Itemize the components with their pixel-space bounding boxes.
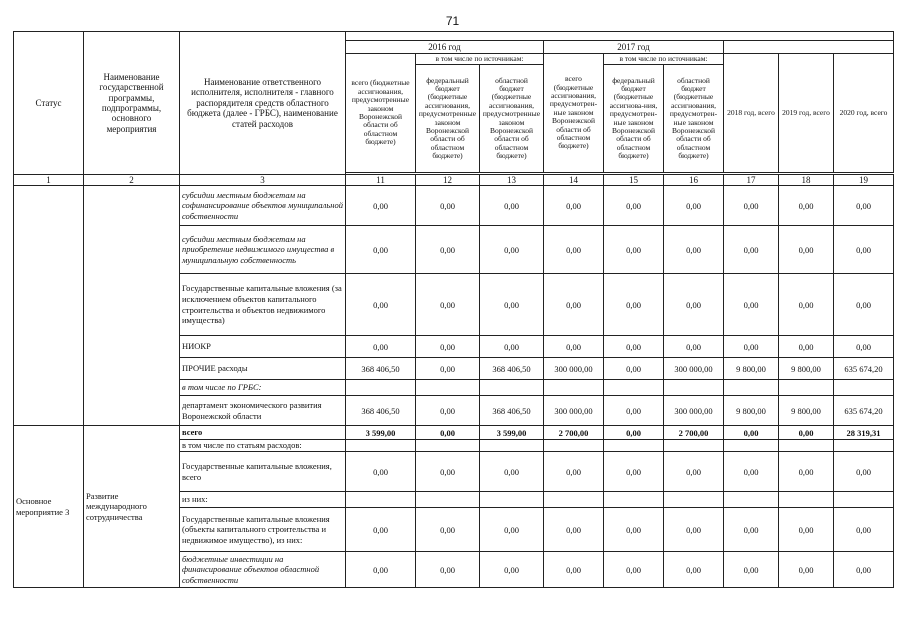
- value-cell: 0,00: [724, 274, 779, 336]
- value-cell: [834, 380, 894, 396]
- value-cell: 3 599,00: [480, 426, 544, 440]
- value-cell: 0,00: [416, 396, 480, 426]
- value-cell: 368 406,50: [480, 396, 544, 426]
- row-label: Государственные капитальные вложения (объекты капитального строительства и недвижимое имущество), из них:: [180, 508, 346, 552]
- row-label: в том числе по статьям расходов:: [180, 440, 346, 452]
- row-label: НИОКР: [180, 336, 346, 358]
- program-cell-empty: [84, 186, 180, 426]
- value-cell: 9 800,00: [779, 396, 834, 426]
- value-cell: 0,00: [724, 426, 779, 440]
- column-numbers-row: [14, 175, 894, 186]
- value-cell: 0,00: [604, 396, 664, 426]
- value-cell: 0,00: [604, 452, 664, 492]
- value-cell: [834, 440, 894, 452]
- value-cell: 9 800,00: [724, 396, 779, 426]
- column-number: 1: [14, 175, 84, 186]
- value-cell: [480, 492, 544, 508]
- value-cell: 0,00: [604, 552, 664, 588]
- value-cell: 0,00: [779, 274, 834, 336]
- value-cell: 0,00: [664, 336, 724, 358]
- value-cell: [779, 440, 834, 452]
- value-cell: 0,00: [346, 552, 416, 588]
- value-cell: [724, 440, 779, 452]
- status-cell: Основное мероприятие 3: [14, 426, 84, 588]
- value-cell: 0,00: [416, 186, 480, 226]
- value-cell: [779, 492, 834, 508]
- value-cell: 635 674,20: [834, 358, 894, 380]
- value-cell: 0,00: [724, 508, 779, 552]
- status-cell-empty: [14, 186, 84, 426]
- value-cell: 0,00: [724, 336, 779, 358]
- row-label: субсидии местным бюджетам на приобретение недвижимого имущества в муниципальную собственность: [180, 226, 346, 274]
- row-label: ПРОЧИЕ расходы: [180, 358, 346, 380]
- value-cell: 0,00: [480, 552, 544, 588]
- value-cell: [416, 492, 480, 508]
- value-cell: 2 700,00: [664, 426, 724, 440]
- value-cell: [346, 440, 416, 452]
- value-cell: 0,00: [834, 226, 894, 274]
- value-cell: 0,00: [480, 186, 544, 226]
- value-cell: [544, 380, 604, 396]
- value-cell: 0,00: [724, 226, 779, 274]
- value-cell: 0,00: [779, 186, 834, 226]
- value-cell: 0,00: [544, 186, 604, 226]
- value-cell: 3 599,00: [346, 426, 416, 440]
- value-cell: [779, 380, 834, 396]
- value-cell: [480, 440, 544, 452]
- value-cell: 0,00: [416, 274, 480, 336]
- table-row: [14, 186, 894, 226]
- value-cell: 0,00: [664, 452, 724, 492]
- value-cell: 0,00: [416, 226, 480, 274]
- value-cell: 0,00: [664, 226, 724, 274]
- value-cell: 0,00: [779, 226, 834, 274]
- value-cell: [664, 492, 724, 508]
- row-label: бюджетные инвестиции на финансирование объектов областной собственности: [180, 552, 346, 588]
- value-cell: 0,00: [544, 226, 604, 274]
- value-cell: 0,00: [834, 186, 894, 226]
- value-cell: 0,00: [544, 336, 604, 358]
- row-label: из них:: [180, 492, 346, 508]
- value-cell: 0,00: [724, 452, 779, 492]
- column-number: 19: [834, 175, 894, 186]
- value-cell: 0,00: [604, 426, 664, 440]
- value-cell: [664, 380, 724, 396]
- value-cell: 0,00: [834, 552, 894, 588]
- table-row: [14, 426, 894, 440]
- column-number: 3: [180, 175, 346, 186]
- value-cell: 0,00: [346, 452, 416, 492]
- value-cell: [480, 380, 544, 396]
- value-cell: 0,00: [480, 508, 544, 552]
- value-cell: 300 000,00: [664, 358, 724, 380]
- column-number: 18: [779, 175, 834, 186]
- value-cell: 0,00: [480, 226, 544, 274]
- column-number: 16: [664, 175, 724, 186]
- budget-table: [13, 31, 894, 588]
- value-cell: [604, 380, 664, 396]
- value-cell: 635 674,20: [834, 396, 894, 426]
- value-cell: 368 406,50: [480, 358, 544, 380]
- column-number: 2: [84, 175, 180, 186]
- value-cell: 368 406,50: [346, 396, 416, 426]
- value-cell: 9 800,00: [724, 358, 779, 380]
- value-cell: [724, 492, 779, 508]
- value-cell: 0,00: [664, 508, 724, 552]
- value-cell: 0,00: [346, 226, 416, 274]
- value-cell: 0,00: [834, 508, 894, 552]
- row-label: субсидии местным бюджетам на софинансирование объектов муниципальной собственности: [180, 186, 346, 226]
- row-label: в том числе по ГРБС:: [180, 380, 346, 396]
- value-cell: [604, 440, 664, 452]
- value-cell: 0,00: [604, 226, 664, 274]
- value-cell: 0,00: [779, 426, 834, 440]
- value-cell: 300 000,00: [664, 396, 724, 426]
- header-2018: 2018 год, всего: [724, 54, 779, 173]
- program-cell: Развитие международного сотрудничества: [84, 426, 180, 588]
- value-cell: 0,00: [544, 552, 604, 588]
- value-cell: 0,00: [480, 336, 544, 358]
- value-cell: 0,00: [480, 452, 544, 492]
- header-federal-2017: федеральный бюджет (бюджетные ассигнова-ния, предусмотрен-ные законом Воронежской области об областном бюджете): [604, 65, 664, 173]
- value-cell: 0,00: [480, 274, 544, 336]
- value-cell: [416, 380, 480, 396]
- value-cell: 0,00: [416, 358, 480, 380]
- value-cell: [544, 492, 604, 508]
- value-cell: [834, 492, 894, 508]
- header-sources-2016: в том числе по источникам:: [416, 54, 544, 65]
- value-cell: [724, 380, 779, 396]
- value-cell: [346, 492, 416, 508]
- value-cell: 0,00: [604, 186, 664, 226]
- row-label: Государственные капитальные вложения, всего: [180, 452, 346, 492]
- value-cell: [664, 440, 724, 452]
- header-2020: 2020 год, всего: [834, 54, 894, 173]
- value-cell: 0,00: [834, 336, 894, 358]
- value-cell: 0,00: [779, 336, 834, 358]
- value-cell: 0,00: [544, 274, 604, 336]
- value-cell: 2 700,00: [544, 426, 604, 440]
- header-program-name: Наименование государственной программы, подпрограммы, основного мероприятия: [84, 32, 180, 175]
- value-cell: 368 406,50: [346, 358, 416, 380]
- value-cell: 0,00: [834, 274, 894, 336]
- value-cell: 0,00: [544, 508, 604, 552]
- column-number: 14: [544, 175, 604, 186]
- value-cell: 0,00: [724, 552, 779, 588]
- header-sources-2017: в том числе по источникам:: [604, 54, 724, 65]
- value-cell: 0,00: [544, 452, 604, 492]
- header-regional-2017: областной бюджет (бюджетные ассигнования, предусмотрен-ные законом Воронежской области об областном бюджете): [664, 65, 724, 173]
- value-cell: 9 800,00: [779, 358, 834, 380]
- page-number: 71: [445, 14, 460, 28]
- header-2019: 2019 год, всего: [779, 54, 834, 173]
- value-cell: 0,00: [416, 508, 480, 552]
- value-cell: [346, 380, 416, 396]
- column-number: 11: [346, 175, 416, 186]
- value-cell: 0,00: [604, 508, 664, 552]
- value-cell: 0,00: [604, 336, 664, 358]
- row-label: Государственные капитальные вложения (за исключением объектов капитального строительства и объектов недвижимого имущества): [180, 274, 346, 336]
- value-cell: 0,00: [416, 426, 480, 440]
- value-cell: 0,00: [724, 186, 779, 226]
- row-label: департамент экономического развития Воронежской области: [180, 396, 346, 426]
- value-cell: [416, 440, 480, 452]
- value-cell: 0,00: [664, 186, 724, 226]
- value-cell: 0,00: [604, 274, 664, 336]
- value-cell: 0,00: [346, 508, 416, 552]
- value-cell: 0,00: [416, 452, 480, 492]
- value-cell: 0,00: [664, 552, 724, 588]
- header-federal-2016: федеральный бюджет (бюджетные ассигнования, предусмотренные законом Воронежской области об областном бюджете): [416, 65, 480, 173]
- value-cell: 28 319,31: [834, 426, 894, 440]
- row-label: всего: [180, 426, 346, 440]
- column-number: 17: [724, 175, 779, 186]
- header-total-2016: всего (бюджетные ассигнования, предусмотренные законом Воронежской области об областном бюджете): [346, 54, 416, 173]
- value-cell: 0,00: [664, 274, 724, 336]
- value-cell: 0,00: [779, 552, 834, 588]
- value-cell: 0,00: [346, 336, 416, 358]
- value-cell: [604, 492, 664, 508]
- value-cell: 0,00: [346, 274, 416, 336]
- header-status: Статус: [14, 32, 84, 175]
- column-number: 15: [604, 175, 664, 186]
- value-cell: 300 000,00: [544, 358, 604, 380]
- header-executor: Наименование ответственного исполнителя, исполнителя - главного распорядителя средств областного бюджета (далее - ГРБС), наименование статей расходов: [180, 32, 346, 175]
- value-cell: 0,00: [834, 452, 894, 492]
- header-total-2017: всего (бюджетные ассигнования, предусмотрен-ные законом Воронежской области об областном бюджете): [544, 54, 604, 173]
- value-cell: 0,00: [604, 358, 664, 380]
- header-year-2016: 2016 год: [346, 41, 544, 54]
- value-cell: 0,00: [779, 508, 834, 552]
- column-number: 12: [416, 175, 480, 186]
- value-cell: [544, 440, 604, 452]
- value-cell: 300 000,00: [544, 396, 604, 426]
- value-cell: 0,00: [779, 452, 834, 492]
- header-year-2017: 2017 год: [544, 41, 724, 54]
- value-cell: 0,00: [346, 186, 416, 226]
- header-regional-2016: областной бюджет (бюджетные ассигнования, предусмотренные законом Воронежской области об областном бюджете): [480, 65, 544, 173]
- value-cell: 0,00: [416, 336, 480, 358]
- value-cell: 0,00: [416, 552, 480, 588]
- column-number: 13: [480, 175, 544, 186]
